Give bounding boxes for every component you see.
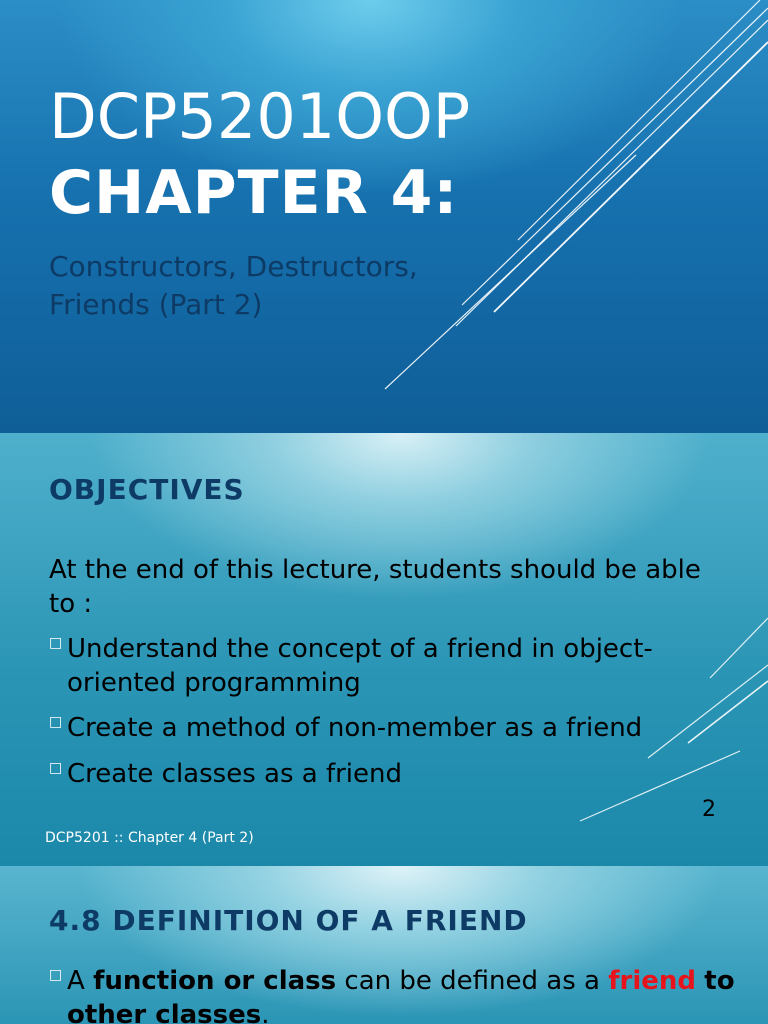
course-title: DCP5201OOP (49, 80, 471, 153)
list-item-text: Create a method of non-member as a friend (67, 713, 643, 743)
list-item (49, 757, 737, 791)
emphasis-text: function or class (93, 966, 337, 996)
list-item-text: Understand the concept of a friend in object-oriented programming (67, 634, 653, 698)
page-number: 2 (702, 797, 716, 822)
list-item-text: Create classes as a friend (67, 759, 402, 789)
chapter-title: CHAPTER 4: (49, 158, 459, 228)
emphasis-text: to other classes (67, 966, 735, 1024)
list-item (49, 632, 737, 700)
deco-line (518, 0, 760, 240)
list-item (49, 711, 737, 745)
deco-line (456, 20, 768, 326)
deco-line (462, 8, 768, 305)
square-bullet-icon: □ (49, 967, 63, 983)
intro-text: At the end of this lecture, students should be able to : (49, 555, 701, 619)
slide-heading: 4.8 DEFINITION OF A FRIEND (49, 904, 528, 937)
square-bullet-icon: □ (49, 714, 63, 730)
list-item (49, 964, 737, 1024)
square-bullet-icon: □ (49, 760, 63, 776)
text-run: . (261, 1000, 270, 1024)
chapter-subtitle: Constructors, Destructors, Friends (Part 2) (49, 250, 418, 321)
objectives-slide (0, 433, 768, 866)
slide-heading: OBJECTIVES (49, 473, 245, 506)
title-slide (0, 0, 768, 433)
highlight-text: friend (608, 966, 697, 996)
text-run: can be defined as a (336, 966, 609, 996)
slide-footer: DCP5201 :: Chapter 4 (Part 2) (45, 830, 254, 846)
definition-slide (0, 866, 768, 1024)
square-bullet-icon: □ (49, 635, 63, 651)
deco-line (494, 42, 768, 312)
text-run: A (67, 966, 94, 996)
